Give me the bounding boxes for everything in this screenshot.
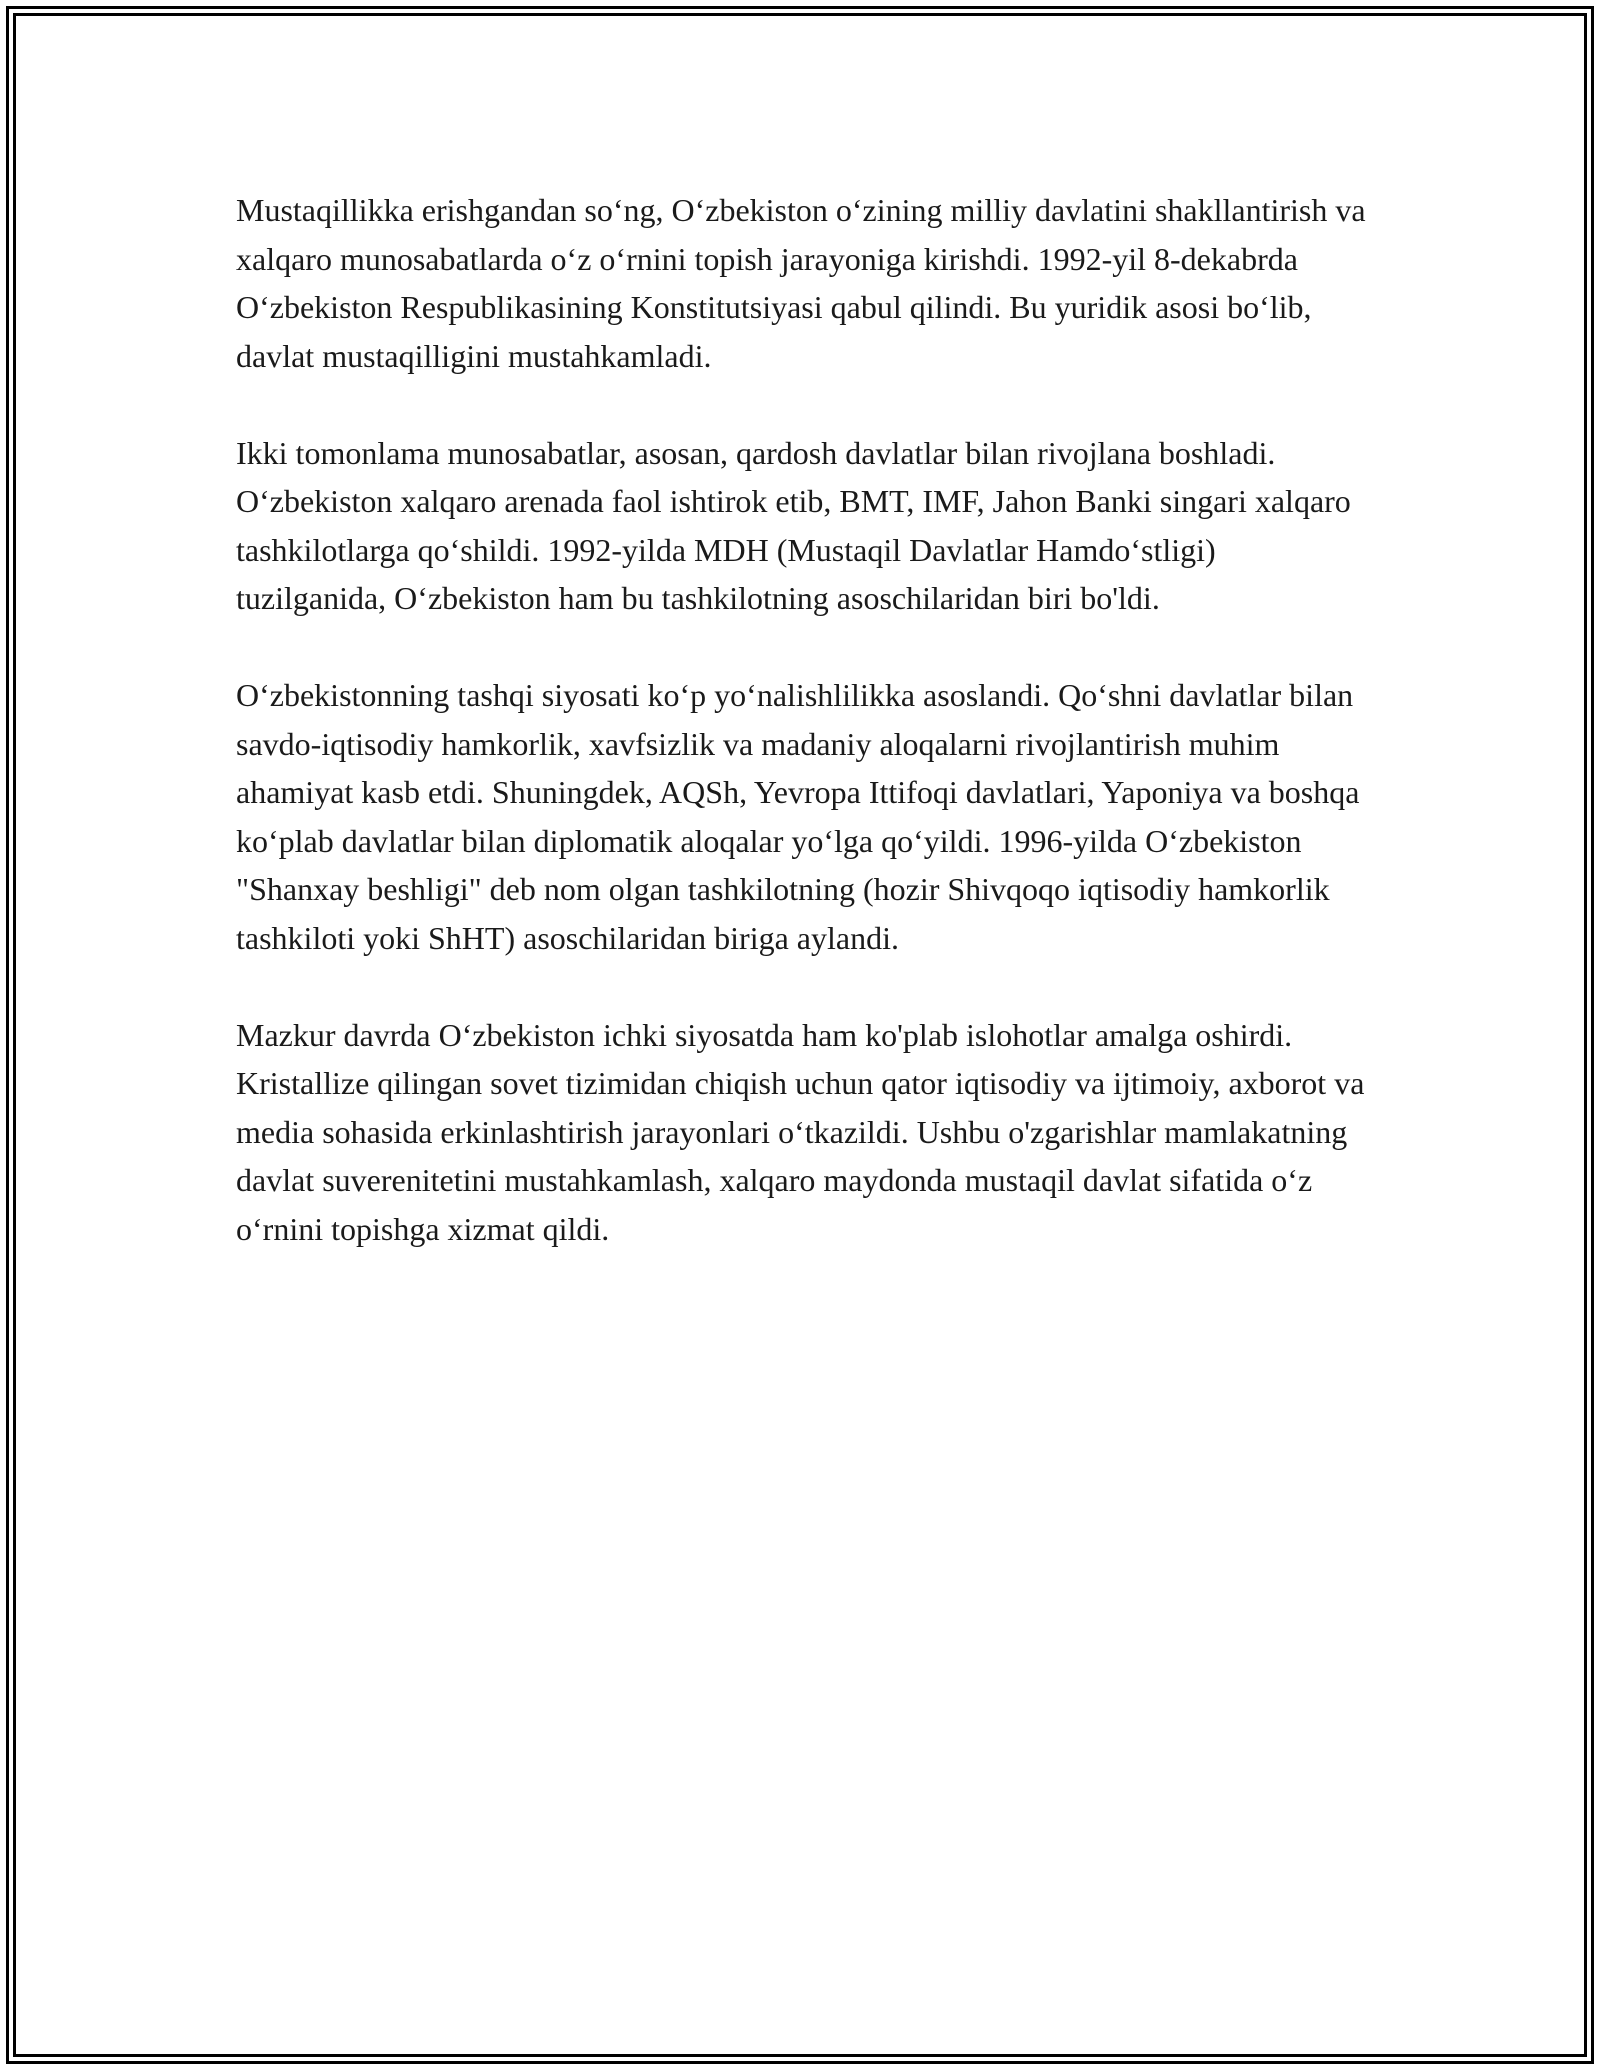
paragraph-2: Ikki tomonlama munosabatlar, asosan, qardosh davlatlar bilan rivojlana boshladi. O‘zbekiston xalqaro arenada faol ishtirok etib, BMT, IMF, Jahon Banki singari xalqaro tashkilotlarga qo‘shildi. 1992-yilda MDH (Mustaqil Davlatlar Hamdo‘stligi) tuzilganida, O‘zbekiston ham bu tashkilotning asoschilaridan biri bo'ldi. (236, 434, 1351, 616)
paragraph-1: Mustaqillikka erishgandan so‘ng, O‘zbekiston o‘zining milliy davlatini shakllantirish va xalqaro munosabatlarda o‘z o‘rnini topish jarayoniga kirishdi. 1992-yil 8-dekabrda O‘zbekiston Respublikasining Konstitutsiyasi qabul qilindi. Bu yuridik asosi bo‘lib, davlat mustaqilligini mustahkamladi. (236, 192, 1366, 374)
paragraph-3: O‘zbekistonning tashqi siyosati ko‘p yo‘nalishlilikka asoslandi. Qo‘shni davlatlar bilan savdo-iqtisodiy hamkorlik, xavfsizlik va madaniy aloqalarni rivojlantirish muhim ahamiyat kasb etdi. Shuningdek, AQSh, Yevropa Ittifoqi davlatlari, Yaponiya va boshqa ko‘plab davlatlar bilan diplomatik aloqalar yo‘lga qo‘yildi. 1996-yilda O‘zbekiston "Shanxay beshligi" deb nom olgan tashkilotning (hozir Shivqoqo iqtisodiy hamkorlik tashkiloti yoki ShHT) asoschilaridan biriga aylandi. (236, 677, 1360, 956)
paragraph-4: Mazkur davrda O‘zbekiston ichki siyosatda ham ko'plab islohotlar amalga oshirdi. Kristallize qilingan sovet tizimidan chiqish uchun qator iqtisodiy va ijtimoiy, axborot va media sohasida erkinlashtirish jarayonlari o‘tkazildi. Ushbu o'zgarishlar mamlakatning davlat suverenitetini mustahkamlash, xalqaro maydonda mustaqil davlat sifatida o‘z o‘rnini topishga xizmat qildi. (236, 1016, 1365, 1247)
document-body (236, 186, 1366, 1253)
